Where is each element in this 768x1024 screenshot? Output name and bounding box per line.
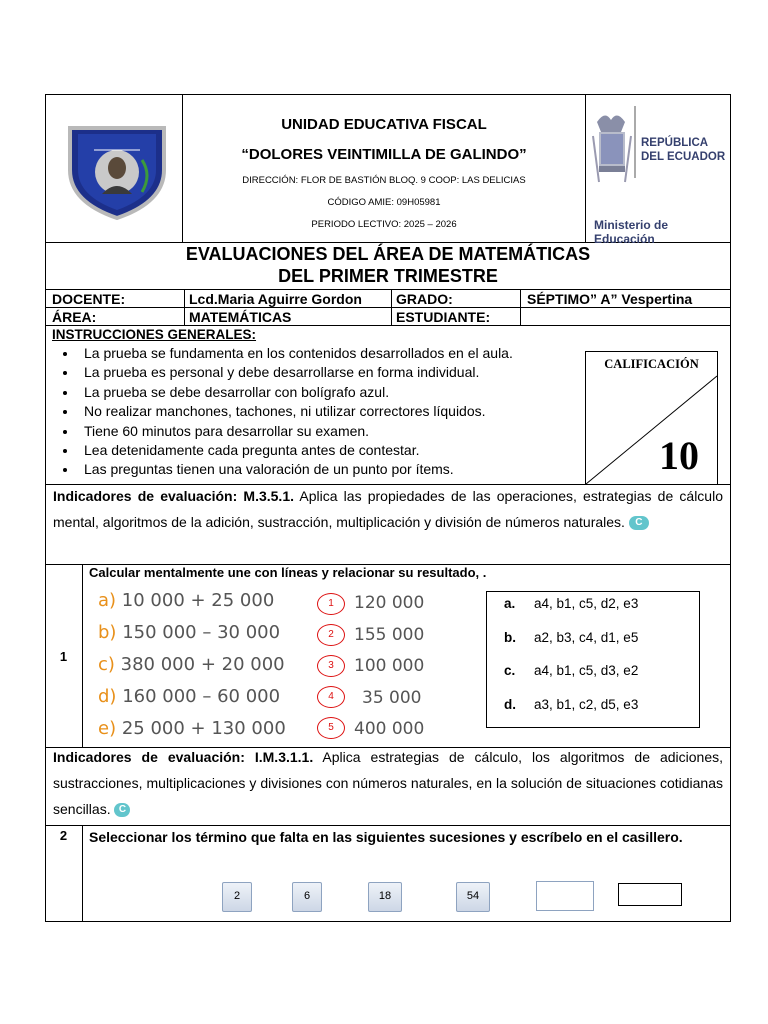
result-value-2: 155 000 (354, 625, 425, 645)
sequence-answer-field[interactable] (618, 883, 682, 906)
result-number-5: 5 (317, 717, 345, 739)
copilot-badge-icon[interactable]: C (629, 516, 649, 530)
answer-option-b[interactable]: b. a2, b3, c4, d1, e5 (504, 630, 639, 645)
ministry-country-line1: REPÚBLICA (641, 137, 709, 149)
operation-c: c) 380 000 + 20 000 (98, 654, 285, 675)
result-number-4: 4 (317, 686, 345, 708)
question-1-number: 1 (59, 649, 68, 664)
result-number-2: 2 (317, 624, 345, 646)
school-name-line2: “DOLORES VEINTIMILLA DE GALINDO” (241, 146, 527, 163)
grado-value: SÉPTIMO” A” Vespertina (527, 291, 693, 307)
grade-box (585, 351, 718, 485)
answer-option-a[interactable]: a. a4, b1, c5, d2, e3 (504, 596, 639, 611)
ministry-country-line2: DEL ECUADOR (641, 151, 726, 163)
school-name-line1: UNIDAD EDUCATIVA FISCAL (281, 116, 487, 133)
instruction-item: • La prueba se debe desarrollar con bolígrafo azul. (78, 383, 598, 402)
instruction-item: • La prueba es personal y debe desarrollarse en forma individual. (78, 363, 598, 382)
indicator-2-code: Indicadores de evaluación: I.M.3.1.1. (53, 749, 314, 765)
exam-title-line1: EVALUACIONES DEL ÁREA DE MATEMÁTICAS (185, 244, 591, 264)
sequence-term-2: 6 (292, 882, 322, 912)
result-value-5: 400 000 (354, 719, 425, 739)
estudiante-field[interactable] (527, 308, 723, 325)
ministry-name: Ministerio de Educación (594, 218, 669, 246)
school-crest-logo (64, 120, 170, 220)
instructions-list (58, 344, 598, 480)
sequence-answer-box[interactable] (536, 881, 594, 911)
instruction-item: • Lea detenidamente cada pregunta antes de contestar. (78, 441, 598, 460)
estudiante-label: ESTUDIANTE: (396, 309, 491, 325)
grade-value: 10 (659, 433, 699, 478)
exam-title-line2: DEL PRIMER TRIMESTRE (278, 266, 498, 286)
sequence-term-1: 2 (222, 882, 252, 912)
instruction-item: • No realizar manchones, tachones, ni utilizar correctores líquidos. (78, 402, 598, 421)
school-address: DIRECCIÓN: FLOR DE BASTIÓN BLOQ. 9 COOP: LAS DELICIAS (242, 175, 526, 186)
answer-option-d[interactable]: d. a3, b1, c2, d5, e3 (504, 697, 639, 712)
sequence-term-4: 54 (456, 882, 490, 912)
operation-a: a) 10 000 + 25 000 (98, 590, 275, 611)
instruction-item: • La prueba se fundamenta en los contenidos desarrollados en el aula. (78, 344, 598, 363)
school-period: PERIODO LECTIVO: 2025 – 2026 (311, 219, 457, 230)
instructions-heading: INSTRUCCIONES GENERALES: (52, 327, 257, 342)
instruction-item: • Las preguntas tienen una valoración de un punto por ítems. (78, 460, 598, 479)
indicator-2 (53, 744, 723, 822)
indicator-1-code: Indicadores de evaluación: M.3.5.1. (53, 488, 294, 504)
result-number-1: 1 (317, 593, 345, 615)
grado-label: GRADO: (396, 291, 453, 307)
area-value: MATEMÁTICAS (189, 309, 292, 325)
copilot-badge-icon[interactable]: C (114, 803, 130, 817)
operation-d: d) 160 000 – 60 000 (98, 686, 281, 707)
result-number-3: 3 (317, 655, 345, 677)
question-1-prompt: Calcular mentalmente une con líneas y relacionar su resultado, . (89, 565, 487, 580)
grade-label: CALIFICACIÓN (604, 357, 699, 371)
sequence-term-3: 18 (368, 882, 402, 912)
indicator-2-text: Aplica estrategias de cálculo, los algoritmos de adiciones, sustracciones, multiplicaciones y divisiones con números naturales, en la solución de situaciones cotidianas sencillas. (53, 749, 723, 817)
docente-label: DOCENTE: (52, 291, 126, 307)
indicator-1-text: Aplica las propiedades de las operaciones, estrategias de cálculo mental, algoritmos de la adición, sustracción, multiplicación y división de números naturales. (53, 488, 723, 530)
operation-e: e) 25 000 + 130 000 (98, 718, 286, 739)
question-2-number: 2 (59, 828, 68, 843)
indicator-1 (53, 483, 723, 535)
question-2-prompt: Seleccionar los término que falta en las siguientes sucesiones y escríbelo en el casillero. (89, 829, 683, 845)
result-value-3: 100 000 (354, 656, 425, 676)
docente-value: Lcd.Maria Aguirre Gordon (189, 291, 362, 307)
result-value-1: 120 000 (354, 593, 425, 613)
area-label: ÁREA: (52, 309, 97, 325)
result-value-4: 35 000 (362, 688, 422, 708)
operation-b: b) 150 000 – 30 000 (98, 622, 281, 643)
amie-code: CÓDIGO AMIE: 09H05981 (327, 197, 441, 208)
ministry-logo (591, 102, 727, 246)
instruction-item: • Tiene 60 minutos para desarrollar su examen. (78, 422, 598, 441)
answer-option-c[interactable]: c. a4, b1, c5, d3, e2 (504, 663, 639, 678)
